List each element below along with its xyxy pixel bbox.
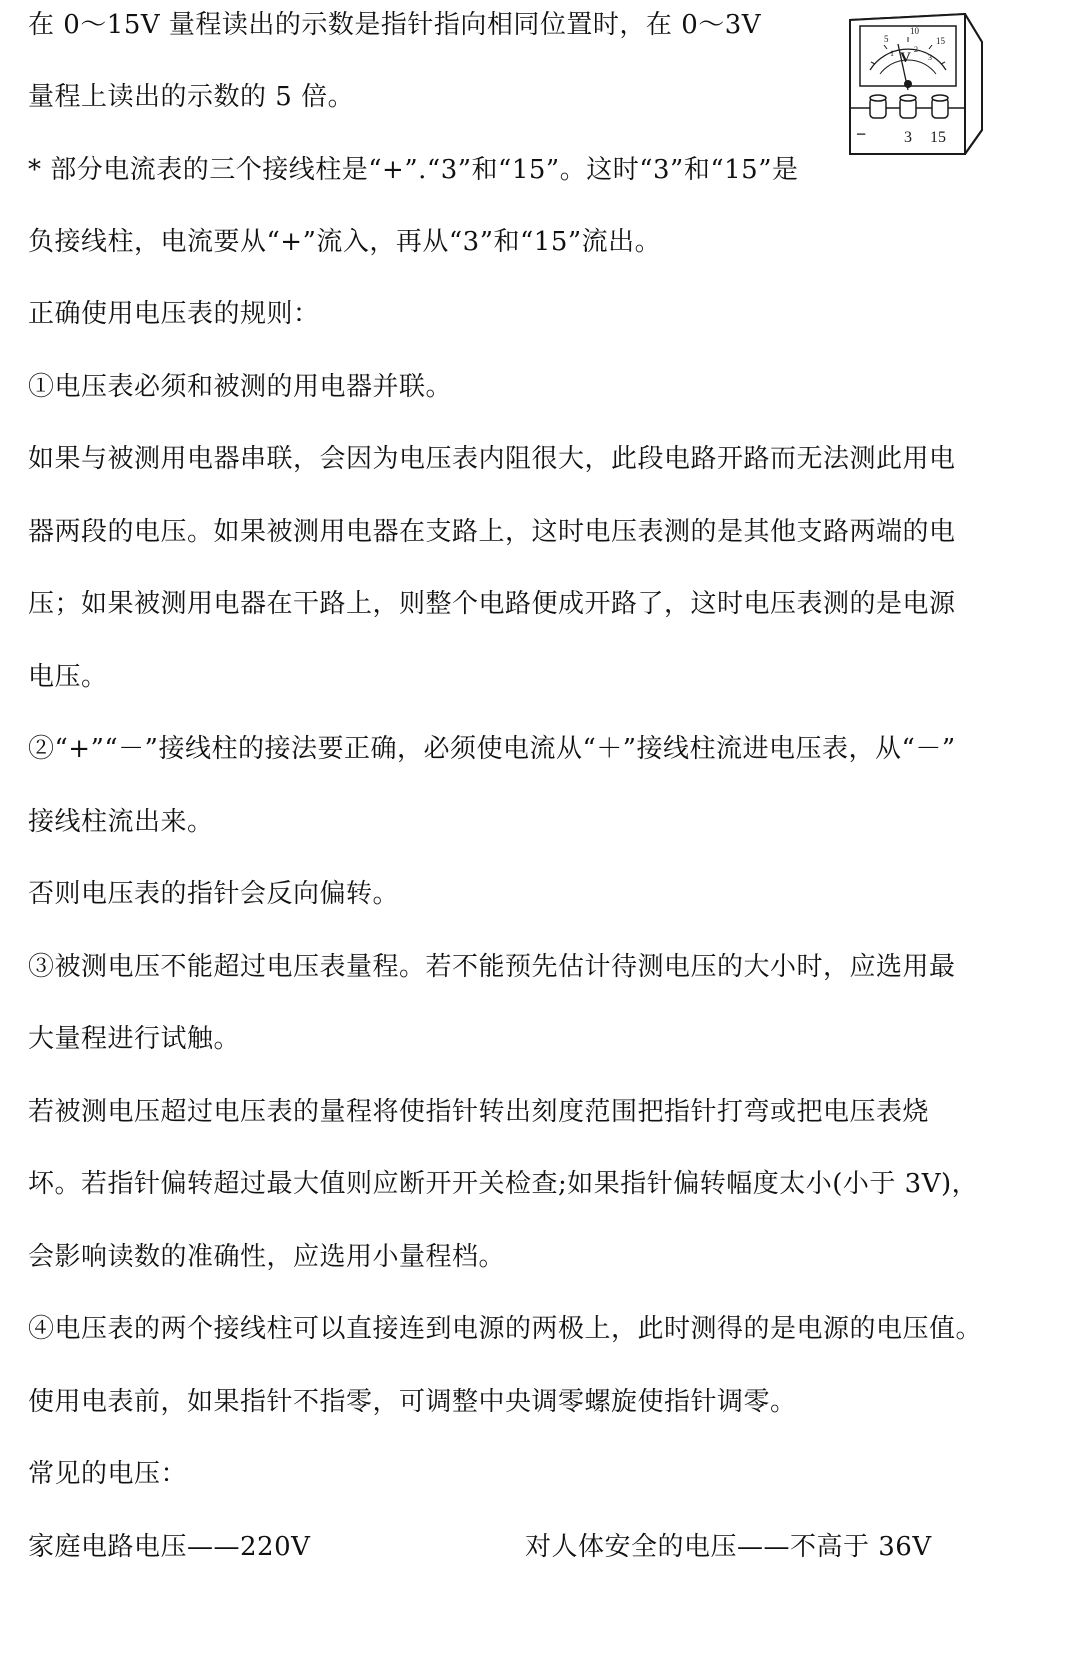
text-line: 常见的电压： — [28, 1459, 188, 1489]
scale-label: 15 — [936, 36, 945, 46]
text-line: 负接线柱，电流要从“+”流入，再从“3”和“15”流出。 — [28, 227, 662, 257]
text-line: ②“+”“－”接线柱的接法要正确，必须使电流从“＋”接线柱流进电压表，从“－” — [28, 734, 956, 764]
scale-label: 3 — [928, 53, 932, 62]
text-line: ①电压表必须和被测的用电器并联。 — [28, 372, 453, 402]
bottom-row — [28, 1530, 932, 1564]
text-line: 会影响读数的准确性，应选用小量程档。 — [28, 1242, 506, 1272]
household-voltage-text: 家庭电路电压——220V — [28, 1532, 311, 1562]
terminal-3-label: 3 — [904, 129, 912, 146]
text-line: 正确使用电压表的规则： — [28, 299, 320, 329]
text-line: ④电压表的两个接线柱可以直接连到电源的两极上，此时测得的是电源的电压值。 — [28, 1314, 983, 1344]
terminal-minus-label: − — [856, 124, 867, 144]
text-line: 电压。 — [28, 662, 108, 692]
text-line: 接线柱流出来。 — [28, 807, 214, 837]
text-line: ③被测电压不能超过电压表量程。若不能预先估计待测电压的大小时，应选用最 — [28, 952, 956, 982]
scale-label: 2 — [914, 45, 918, 54]
text-line: 在 0～15V 量程读出的示数是指针指向相同位置时，在 0～3V — [28, 10, 762, 40]
scale-label: 10 — [910, 26, 919, 36]
text-line: 坏。若指针偏转超过最大值则应断开开关检查;如果指针偏转幅度太小(小于 3V)， — [28, 1169, 979, 1199]
text-line: 压；如果被测用电器在干路上，则整个电路便成开路了，这时电压表测的是电源 — [28, 589, 956, 619]
dial-letter: V — [900, 50, 911, 66]
scale-label: 5 — [884, 34, 889, 44]
text-line: 量程上读出的示数的 5 倍。 — [28, 82, 355, 112]
text-line: 否则电压表的指针会反向偏转。 — [28, 879, 400, 909]
text-line: 若被测电压超过电压表的量程将使指针转出刻度范围把指针打弯或把电压表烧 — [28, 1097, 930, 1127]
text-line: 大量程进行试触。 — [28, 1024, 241, 1054]
safe-voltage-text: 对人体安全的电压——不高于 36V — [525, 1532, 932, 1562]
text-line: 使用电表前，如果指针不指零，可调整中央调零螺旋使指针调零。 — [28, 1387, 797, 1417]
text-line: 器两段的电压。如果被测用电器在支路上，这时电压表测的是其他支路两端的电 — [28, 517, 956, 547]
text-line: * 部分电流表的三个接线柱是“+”.“3”和“15”。这时“3”和“15”是 — [28, 155, 799, 185]
terminal-15-label: 15 — [930, 129, 946, 146]
text-line: 如果与被测用电器串联，会因为电压表内阻很大，此段电路开路而无法测此用电 — [28, 444, 956, 474]
voltmeter-illustration — [840, 12, 990, 162]
scale-label: 1 — [890, 49, 894, 58]
